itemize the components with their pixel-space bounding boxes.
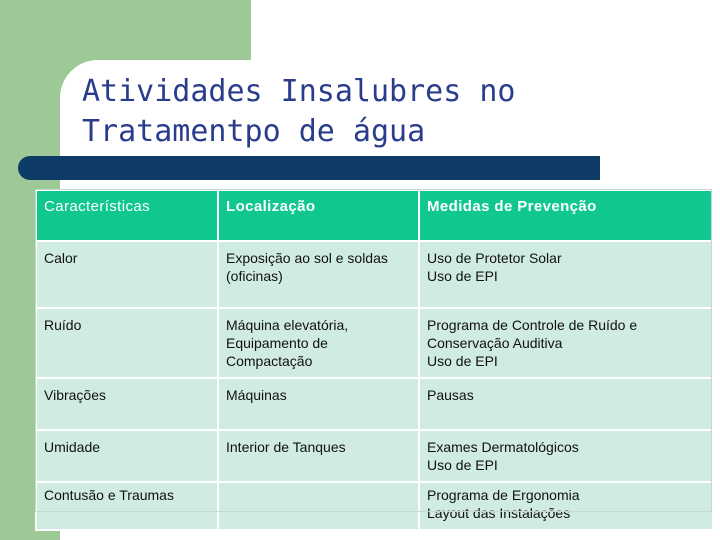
cell-medidas (419, 241, 713, 308)
cell-line: Uso de Protetor Solar (427, 250, 562, 266)
cell-caracteristica: Ruído (36, 308, 218, 378)
cell-line: Máquinas (226, 387, 287, 403)
cell-line: Exposição ao sol e soldas (226, 250, 388, 266)
cell-line: Equipamento de (226, 335, 328, 351)
cell-line: Uso de EPI (427, 268, 498, 284)
cell-caracteristica: Umidade (36, 430, 218, 482)
header-caracteristicas: Características (36, 190, 218, 241)
header-medidas: Medidas de Prevenção (419, 190, 713, 241)
cell-localizacao (218, 308, 419, 378)
cell-line: Exames Dermatológicos (427, 439, 579, 455)
table-row (36, 430, 713, 482)
cell-line: Conservação Auditiva (427, 335, 563, 351)
cell-medidas (419, 430, 713, 482)
cell-caracteristica: Calor (36, 241, 218, 308)
cell-medidas (419, 308, 713, 378)
cell-line: Programa de Ergonomia (427, 487, 580, 503)
cell-line: Uso de EPI (427, 353, 498, 369)
table-header-row (36, 190, 713, 241)
table-row (36, 308, 713, 378)
cell-localizacao (218, 378, 419, 430)
cell-caracteristica: Vibrações (36, 378, 218, 430)
cell-localizacao (218, 430, 419, 482)
header-localizacao: Localização (218, 190, 419, 241)
cell-localizacao (218, 241, 419, 308)
cell-line: Compactação (226, 353, 313, 369)
table-row (36, 241, 713, 308)
cell-medidas (419, 482, 713, 530)
title-line-2: Tratamentpo de água (82, 114, 426, 149)
cell-line: (oficinas) (226, 268, 283, 284)
cell-localizacao (218, 482, 419, 530)
title-line-1: Atividades Insalubres no (82, 74, 516, 109)
cell-line: Pausas (427, 387, 474, 403)
table-row (36, 482, 713, 530)
cell-medidas (419, 378, 713, 430)
cell-caracteristica: Contusão e Traumas (36, 482, 218, 530)
cell-line: Máquina elevatória, (226, 317, 349, 333)
table-row (36, 378, 713, 430)
cell-line: Programa de Controle de Ruído e (427, 317, 638, 333)
cell-line: Uso de EPI (427, 457, 498, 473)
hazards-table (35, 189, 714, 531)
cell-line: Interior de Tanques (226, 439, 346, 455)
slide-title (82, 72, 642, 152)
title-underline-bar (18, 156, 600, 180)
cell-line: Layout das Instalações (427, 505, 571, 521)
